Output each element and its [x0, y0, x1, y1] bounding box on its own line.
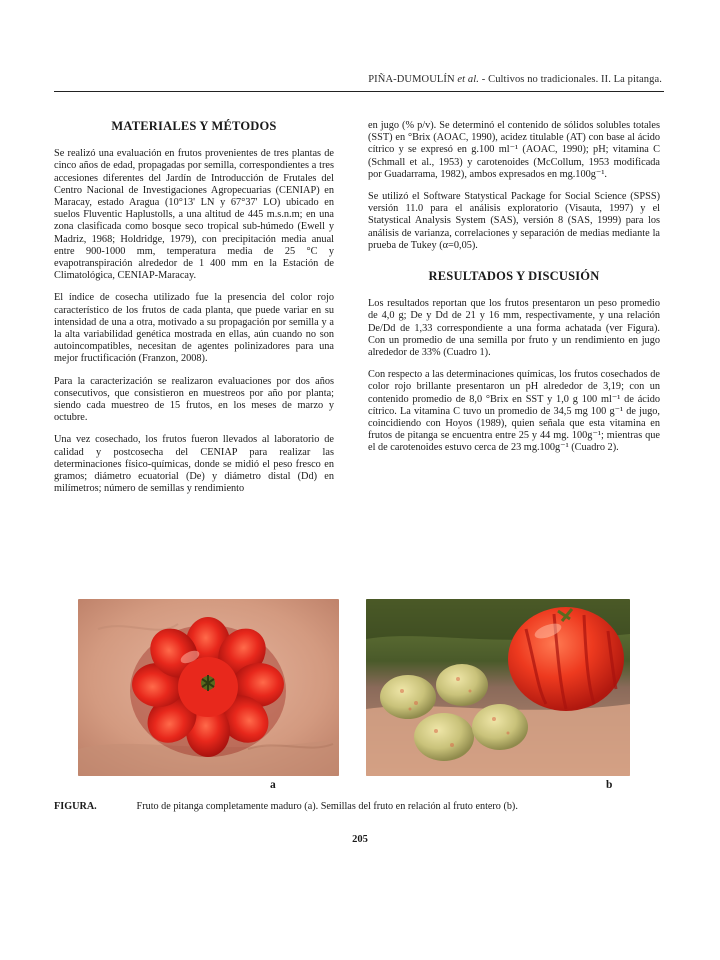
header-rule [54, 91, 664, 92]
paragraph: Se utilizó el Software Statystical Package for Social Science (SPSS) versión 11.0 para el análisis exploratorio (Visauta, 1997) y el Statystical Analysis System (SAS), versión 8 (SAS, 1999) para los análisis de varianza, correlaciones y separación de medias mediante la prueba de Tukey (α=0,05). [368, 191, 660, 251]
figure-photo-b [366, 599, 630, 776]
figure-photo-a [78, 599, 339, 776]
running-header [58, 74, 662, 85]
caption-label: FIGURA. [54, 801, 97, 812]
paragraph: Una vez cosechado, los frutos fueron llevados al laboratorio de calidad y postcosecha del CENIAP para realizar las determinaciones físico-químicas, donde se midió el peso fresco en gramos; diámetro ecuatorial (De) y diámetro distal (Dd) en milímetros; número de semillas y rendimiento [54, 434, 334, 495]
paragraph: Los resultados reportan que los frutos presentaron un peso promedio de 4,0 g; De y Dd de 21 y 16 mm, respectivamente, y una relación De/Dd de 1,33 correspondiente a una forma achatada (ver Figura). Con un promedio de una semilla por fruto y un rendimiento en jugo alrededor de 33% (Cuadro 1). [368, 298, 660, 359]
right-column [368, 120, 660, 465]
pitanga-seeds-image [366, 599, 630, 776]
pitanga-fruit-image [78, 599, 339, 776]
section-heading-methods: MATERIALES Y MÉTODOS [111, 119, 277, 133]
section-heading-results: RESULTADOS Y DISCUSIÓN [428, 269, 600, 284]
figure-label-b: b [606, 779, 613, 791]
left-column [54, 120, 334, 505]
figure-caption [54, 801, 674, 812]
paragraph: Para la caracterización se realizaron evaluaciones por dos años consecutivos, que consistieron en muestreos por año por planta; siendo cada muestreo de 15 frutos, en los meses de marzo y octubre. [54, 375, 334, 424]
figure-label-a: a [270, 779, 276, 791]
paragraph: Con respecto a las determinaciones químicas, los frutos cosechados de color rojo brillante presentaron un pH alrededor de 3,19; con un contenido promedio de 8,0 °Brix en SST y 1,0 g 100 ml⁻¹ de ácido cítrico. La vitamina C tuvo un promedio de 34,5 mg 100 g⁻¹ de jugo, coincidiendo con Hoyos (1989), quien señala que esta vitamina en frutos de pitanga se encuentra entre 25 y 44 mg. 100g⁻¹; mientras que el de carotenoides estuvo cerca de 23 mg.100g⁻¹ (Cuadro 2). [368, 369, 660, 454]
header-etal: et al. [457, 74, 480, 85]
paragraph: en jugo (% p/v). Se determinó el contenido de sólidos solubles totales (SST) en °Brix (AOAC, 1990), acidez titulable (AT) con base al ácido cítrico y se expresó en g.100 ml⁻¹ (AOAC, 1990); pH; vitamina C (Schmall et al., 1953) y carotenoides (McCollum, 1953 modificada por Guadarrama, 1982), ambos expresados en mg.100g⁻¹. [368, 120, 660, 180]
header-title: - Cultivos no tradicionales. II. La pitanga. [481, 74, 662, 85]
caption-text: Fruto de pitanga completamente maduro (a). Semillas del fruto en relación al fruto entero (b). [136, 801, 518, 812]
header-author: PIÑA-DUMOULÍN [368, 74, 455, 85]
paragraph: Se realizó una evaluación en frutos provenientes de tres plantas de cinco años de edad, propagadas por semilla, correspondientes a tres accesiones diferentes del Jardín de Introducción de Frutales del Centro Nacional de Investigaciones Agropecuarias (CENIAP) en Maracay, estado Aragua (10°13' LN y 67°37' LO) ubicado en suelos Fluventic Haplustolls, a una altitud de 445 m.s.n.m; en una zona clasificada como bosque seco tropical sub-húmedo (Ewell y Madriz, 1968; Holdridge, 1979), con precipitación media anual entre 900-1000 mm, temperatura media de 25 °C y evapotranspiración alrededor de 1 400 mm en la Estación de Climatológica, CENIAP-Maracay. [54, 148, 334, 282]
paragraph: El índice de cosecha utilizado fue la presencia del color rojo característico de los frutos de cada planta, que puede variar en su intensidad de una a otra, motivado a su propagación por semilla y a la alta variabilidad genética mostrada en ellas, aún cuando no son autoincompatibles, necesitan de agentes polinizadores para una mejor fructificación (Franzon, 2008). [54, 292, 334, 365]
page-number: 205 [352, 834, 368, 845]
